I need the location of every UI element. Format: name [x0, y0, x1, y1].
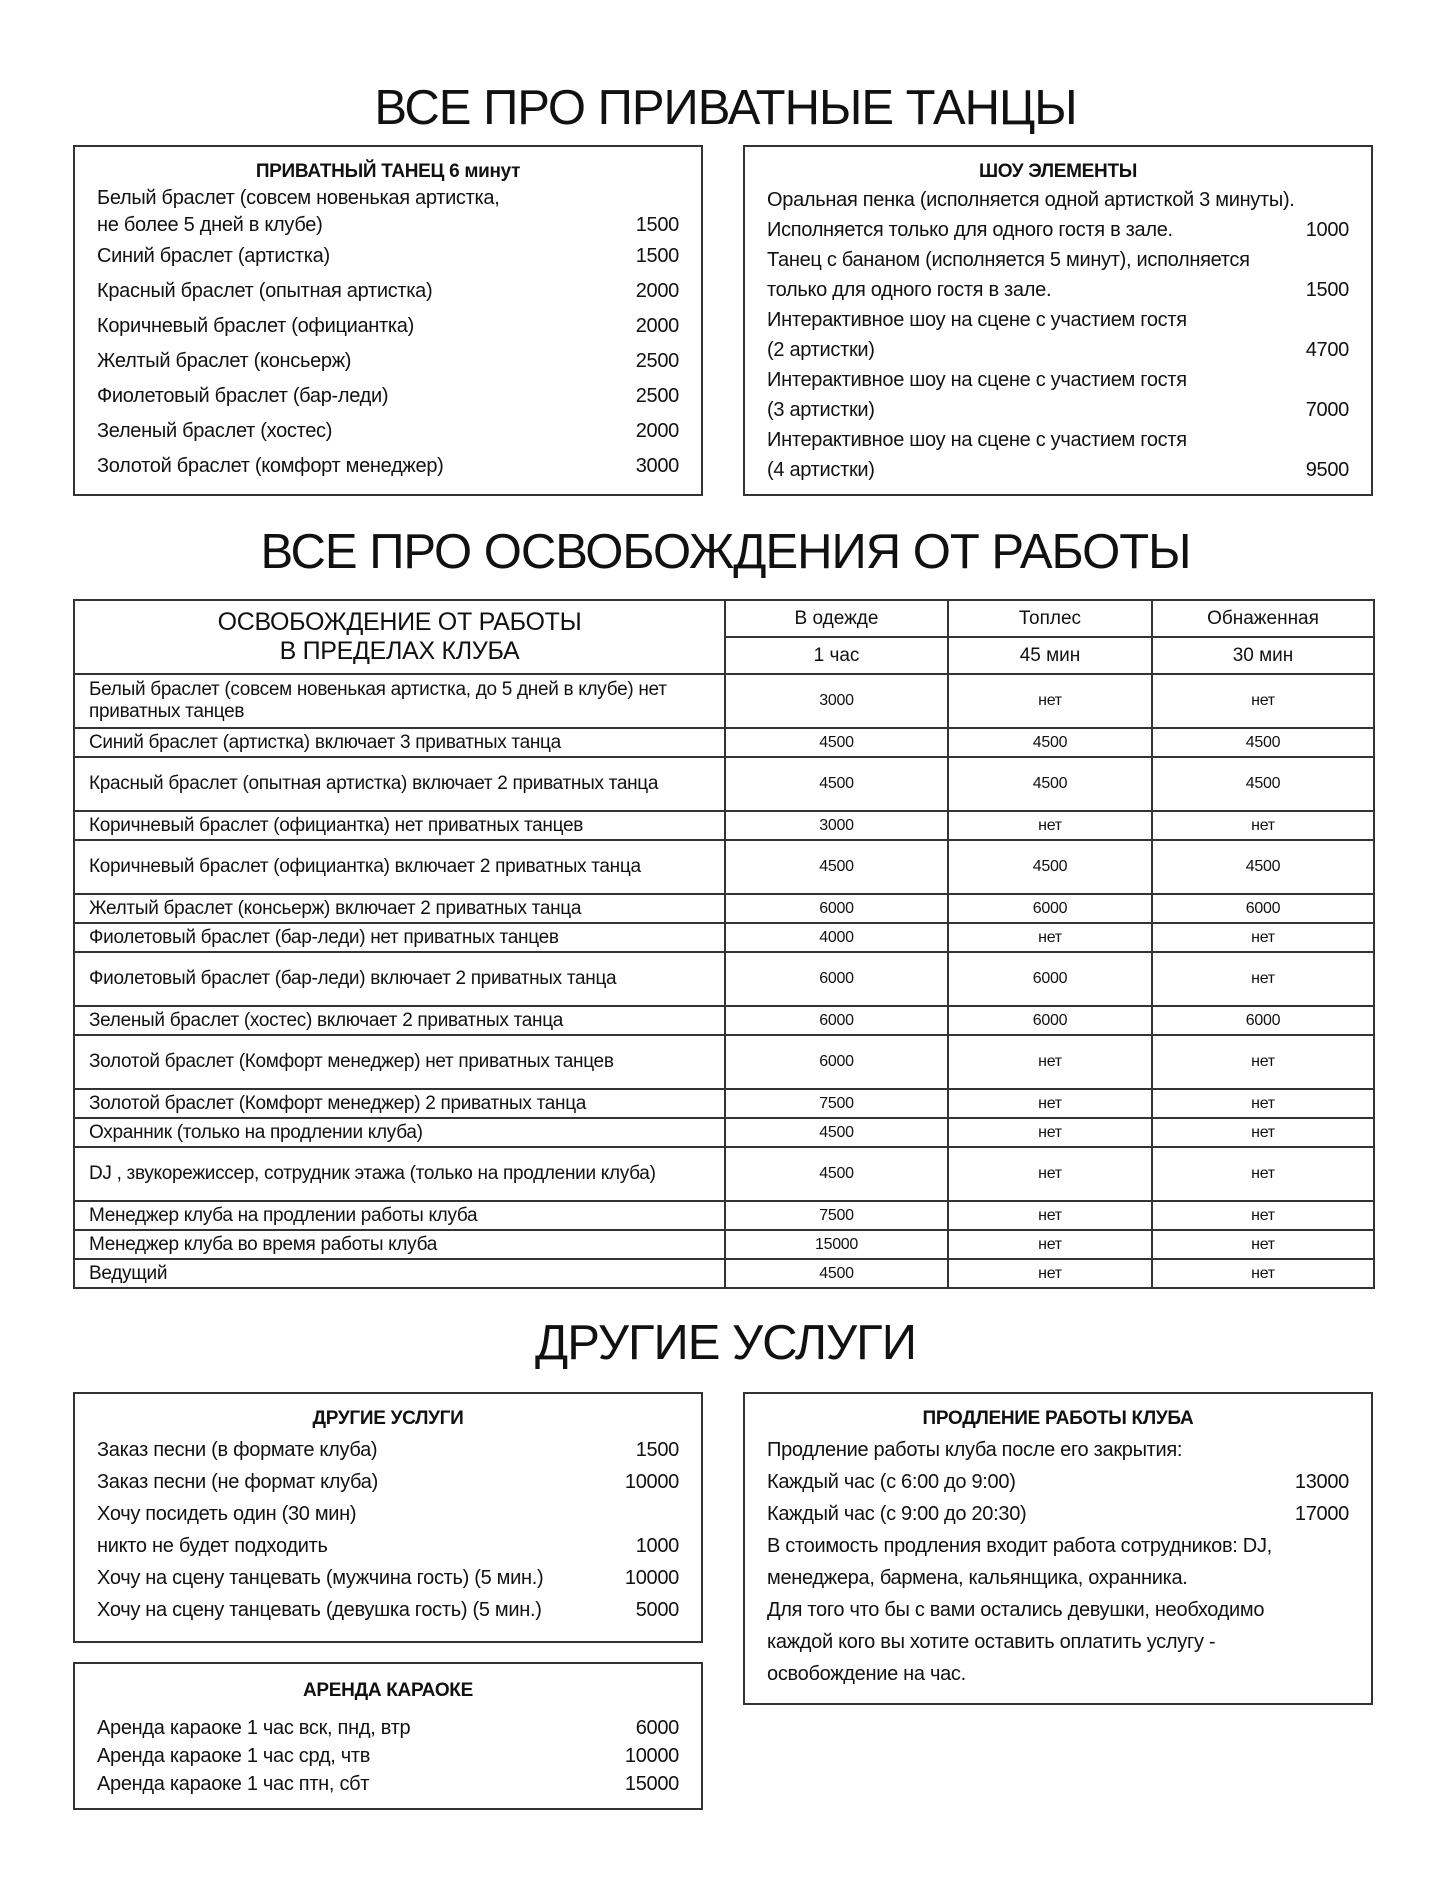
duration-header: 30 мин — [1152, 637, 1374, 674]
price-item — [767, 395, 1349, 425]
table-row — [74, 894, 1374, 923]
row-label: Желтый браслет (консьерж) включает 2 приватных танца — [74, 894, 725, 923]
duration-header: 1 час — [725, 637, 948, 674]
karaoke-box — [73, 1662, 703, 1810]
price-cell: нет — [948, 1035, 1152, 1089]
price-cell: нет — [1152, 811, 1374, 840]
price-cell: 6000 — [1152, 894, 1374, 923]
price-item — [97, 1714, 679, 1742]
item-label: не более 5 дней в клубе) — [97, 214, 323, 236]
release-table-header — [74, 600, 725, 674]
item-price: 9500 — [1305, 459, 1349, 481]
price-cell: 15000 — [725, 1230, 948, 1259]
item-label: Исполняется только для одного гостя в зале. — [767, 219, 1173, 241]
price-cell: 6000 — [725, 1006, 948, 1035]
price-cell: нет — [1152, 1118, 1374, 1147]
extension-note: В стоимость продления входит работа сотрудников: DJ, — [767, 1535, 1272, 1557]
column-header: Обнаженная — [1152, 600, 1374, 637]
price-cell: нет — [948, 1230, 1152, 1259]
price-cell: 4500 — [725, 1147, 948, 1201]
club-extension-box — [743, 1392, 1373, 1705]
price-cell: 4500 — [948, 840, 1152, 894]
price-item — [97, 274, 679, 309]
other-services-box — [73, 1392, 703, 1643]
price-cell: 4500 — [725, 757, 948, 811]
item-label: Зеленый браслет (хостес) — [97, 420, 333, 442]
price-item — [767, 1466, 1349, 1498]
price-cell: нет — [1152, 923, 1374, 952]
price-cell: нет — [948, 1147, 1152, 1201]
duration-header: 45 мин — [948, 637, 1152, 674]
price-cell: 3000 — [725, 674, 948, 728]
price-cell: 7500 — [725, 1201, 948, 1230]
extension-note: менеджера, бармена, кальянщика, охранника. — [767, 1567, 1188, 1589]
item-label: Желтый браслет (консьерж) — [97, 350, 352, 372]
item-price: 10000 — [624, 1745, 679, 1767]
item-label: Белый браслет (совсем новенькая артистка, — [97, 187, 500, 209]
price-cell: нет — [948, 923, 1152, 952]
item-label: Аренда караоке 1 час срд, чтв — [97, 1745, 371, 1767]
item-price: 2500 — [635, 350, 679, 372]
row-label: Зеленый браслет (хостес) включает 2 приватных танца — [74, 1006, 725, 1035]
extension-note: Для того что бы с вами остались девушки, необходимо — [767, 1599, 1265, 1621]
extension-intro: Продление работы клуба после его закрытия: — [767, 1439, 1183, 1461]
item-price: 13000 — [1294, 1471, 1349, 1493]
item-label: Оральная пенка (исполняется одной артисткой 3 минуты). — [767, 189, 1295, 211]
item-label: Интерактивное шоу на сцене с участием гостя — [767, 369, 1187, 391]
item-price: 1500 — [635, 1439, 679, 1461]
header-line: ОСВОБОЖДЕНИЕ ОТ РАБОТЫ — [217, 608, 582, 636]
item-label: (2 артистки) — [767, 339, 875, 361]
karaoke-title: АРЕНДА КАРАОКЕ — [303, 1680, 473, 1701]
item-price: 1000 — [635, 1535, 679, 1557]
section-title-private-dances: ВСЕ ПРО ПРИВАТНЫЕ ТАНЦЫ — [374, 81, 1077, 135]
table-row — [74, 1147, 1374, 1201]
price-item — [97, 414, 679, 449]
table-row — [74, 1089, 1374, 1118]
row-label: Золотой браслет (Комфорт менеджер) 2 приватных танца — [74, 1089, 725, 1118]
show-elements-title: ШОУ ЭЛЕМЕНТЫ — [978, 161, 1138, 182]
section-title-release: ВСЕ ПРО ОСВОБОЖДЕНИЯ ОТ РАБОТЫ — [260, 525, 1191, 579]
table-row — [74, 674, 1374, 728]
price-cell: 4000 — [725, 923, 948, 952]
item-price: 10000 — [624, 1567, 679, 1589]
club-extension-title: ПРОДЛЕНИЕ РАБОТЫ КЛУБА — [922, 1408, 1194, 1429]
item-label: Хочу посидеть один (30 мин) — [97, 1503, 357, 1525]
item-label: Интерактивное шоу на сцене с участием гостя — [767, 429, 1187, 451]
price-cell: нет — [1152, 952, 1374, 1006]
row-label: Коричневый браслет (официантка) нет приватных танцев — [74, 811, 725, 840]
item-price: 1500 — [1305, 279, 1349, 301]
item-label: Каждый час (с 9:00 до 20:30) — [767, 1503, 1027, 1525]
column-header: Топлес — [948, 600, 1152, 637]
item-label: Интерактивное шоу на сцене с участием гостя — [767, 309, 1187, 331]
price-item — [767, 455, 1349, 485]
price-item — [97, 1562, 679, 1594]
table-row — [74, 923, 1374, 952]
price-item — [97, 1594, 679, 1626]
item-label: Коричневый браслет (официантка) — [97, 315, 414, 337]
release-table — [73, 599, 1375, 1289]
extension-note: каждой кого вы хотите оставить оплатить услугу - — [767, 1631, 1216, 1653]
item-label: Красный браслет (опытная артистка) — [97, 280, 433, 302]
section-title-other: ДРУГИЕ УСЛУГИ — [535, 1316, 916, 1370]
item-label: Заказ песни (не формат клуба) — [97, 1471, 378, 1493]
price-cell: 4500 — [1152, 840, 1374, 894]
price-cell: нет — [1152, 1230, 1374, 1259]
table-row — [74, 1035, 1374, 1089]
price-cell: 6000 — [948, 894, 1152, 923]
row-label: Охранник (только на продлении клуба) — [74, 1118, 725, 1147]
price-cell: нет — [948, 811, 1152, 840]
price-item — [97, 1530, 679, 1562]
item-label: Танец с бананом (исполняется 5 минут), исполняется — [767, 249, 1250, 271]
price-cell: 4500 — [948, 757, 1152, 811]
table-row — [74, 1201, 1374, 1230]
price-item — [97, 379, 679, 414]
price-cell: нет — [948, 1089, 1152, 1118]
price-cell: 6000 — [725, 952, 948, 1006]
table-row — [74, 757, 1374, 811]
item-label: (3 артистки) — [767, 399, 875, 421]
price-cell: нет — [948, 1259, 1152, 1288]
private-dance-box — [73, 145, 703, 496]
row-label: Белый браслет (совсем новенькая артистка, до 5 дней в клубе) нет приватных танцев — [74, 674, 725, 728]
price-cell: 7500 — [725, 1089, 948, 1118]
item-label: Аренда караоке 1 час птн, сбт — [97, 1773, 370, 1795]
item-label: никто не будет подходить — [97, 1535, 328, 1557]
header-line: В ПРЕДЕЛАХ КЛУБА — [279, 637, 520, 665]
price-cell: 4500 — [1152, 728, 1374, 757]
show-elements-box — [743, 145, 1373, 496]
price-item — [97, 1770, 679, 1798]
table-row — [74, 1230, 1374, 1259]
price-item — [97, 309, 679, 344]
item-label: Золотой браслет (комфорт менеджер) — [97, 455, 444, 477]
price-cell: 4500 — [948, 728, 1152, 757]
item-label: (4 артистки) — [767, 459, 875, 481]
extension-note: освобождение на час. — [767, 1663, 966, 1685]
item-price: 2500 — [635, 385, 679, 407]
row-label: Фиолетовый браслет (бар-леди) нет приватных танцев — [74, 923, 725, 952]
row-label: Золотой браслет (Комфорт менеджер) нет приватных танцев — [74, 1035, 725, 1089]
item-price: 1000 — [1305, 219, 1349, 241]
price-cell: 4500 — [1152, 757, 1374, 811]
private-dance-title: ПРИВАТНЫЙ ТАНЕЦ 6 минут — [255, 161, 521, 182]
item-price: 1500 — [635, 214, 679, 236]
item-label: Синий браслет (артистка) — [97, 245, 330, 267]
price-cell: 6000 — [725, 894, 948, 923]
table-row — [74, 728, 1374, 757]
price-item — [97, 185, 679, 239]
price-cell: 4500 — [725, 1118, 948, 1147]
table-row — [74, 811, 1374, 840]
row-label: Синий браслет (артистка) включает 3 приватных танца — [74, 728, 725, 757]
item-label: Каждый час (с 6:00 до 9:00) — [767, 1471, 1016, 1493]
item-label: Хочу на сцену танцевать (мужчина гость) (5 мин.) — [97, 1567, 544, 1589]
item-label: Аренда караоке 1 час вск, пнд, втр — [97, 1717, 411, 1739]
item-price: 15000 — [624, 1773, 679, 1795]
price-cell: нет — [1152, 1201, 1374, 1230]
row-label: Менеджер клуба на продлении работы клуба — [74, 1201, 725, 1230]
row-label: DJ , звукорежиссер, сотрудник этажа (только на продлении клуба) — [74, 1147, 725, 1201]
item-price: 6000 — [635, 1717, 679, 1739]
item-price: 4700 — [1305, 339, 1349, 361]
price-item — [97, 344, 679, 379]
row-label: Менеджер клуба во время работы клуба — [74, 1230, 725, 1259]
price-cell: 6000 — [948, 1006, 1152, 1035]
price-item — [97, 1742, 679, 1770]
other-services-title: ДРУГИЕ УСЛУГИ — [312, 1408, 464, 1429]
item-price: 7000 — [1305, 399, 1349, 421]
price-item — [767, 1498, 1349, 1530]
price-item — [767, 215, 1349, 245]
price-cell: 6000 — [948, 952, 1152, 1006]
table-row — [74, 952, 1374, 1006]
row-label: Красный браслет (опытная артистка) включает 2 приватных танца — [74, 757, 725, 811]
price-cell: 6000 — [725, 1035, 948, 1089]
item-label: только для одного гостя в зале. — [767, 279, 1052, 301]
row-label: Фиолетовый браслет (бар-леди) включает 2 приватных танца — [74, 952, 725, 1006]
column-header: В одежде — [725, 600, 948, 637]
item-price: 5000 — [635, 1599, 679, 1621]
price-item — [97, 239, 679, 274]
item-label: Хочу на сцену танцевать (девушка гость) (5 мин.) — [97, 1599, 542, 1621]
price-cell: 6000 — [1152, 1006, 1374, 1035]
item-price: 2000 — [635, 280, 679, 302]
price-cell: нет — [1152, 1035, 1374, 1089]
price-cell: нет — [948, 1118, 1152, 1147]
price-cell: 3000 — [725, 811, 948, 840]
price-cell: нет — [1152, 1089, 1374, 1118]
table-row — [74, 1006, 1374, 1035]
price-cell: нет — [1152, 674, 1374, 728]
row-label: Ведущий — [74, 1259, 725, 1288]
table-row — [74, 1118, 1374, 1147]
item-price: 17000 — [1294, 1503, 1349, 1525]
price-cell: 4500 — [725, 728, 948, 757]
price-item — [97, 1434, 679, 1466]
item-label: Фиолетовый браслет (бар-леди) — [97, 385, 389, 407]
item-price: 2000 — [635, 420, 679, 442]
price-item — [97, 1498, 679, 1530]
item-label: Заказ песни (в формате клуба) — [97, 1439, 378, 1461]
table-row — [74, 1259, 1374, 1288]
price-item — [767, 335, 1349, 365]
price-cell: 4500 — [725, 840, 948, 894]
table-row — [74, 840, 1374, 894]
item-price: 2000 — [635, 315, 679, 337]
price-cell: нет — [948, 1201, 1152, 1230]
price-cell: нет — [1152, 1147, 1374, 1201]
row-label: Коричневый браслет (официантка) включает 2 приватных танца — [74, 840, 725, 894]
price-cell: 4500 — [725, 1259, 948, 1288]
price-cell: нет — [948, 674, 1152, 728]
price-cell: нет — [1152, 1259, 1374, 1288]
item-price: 1500 — [635, 245, 679, 267]
price-item — [97, 449, 679, 484]
item-price: 3000 — [635, 455, 679, 477]
price-item — [97, 1466, 679, 1498]
price-item — [767, 275, 1349, 305]
item-price: 10000 — [624, 1471, 679, 1493]
